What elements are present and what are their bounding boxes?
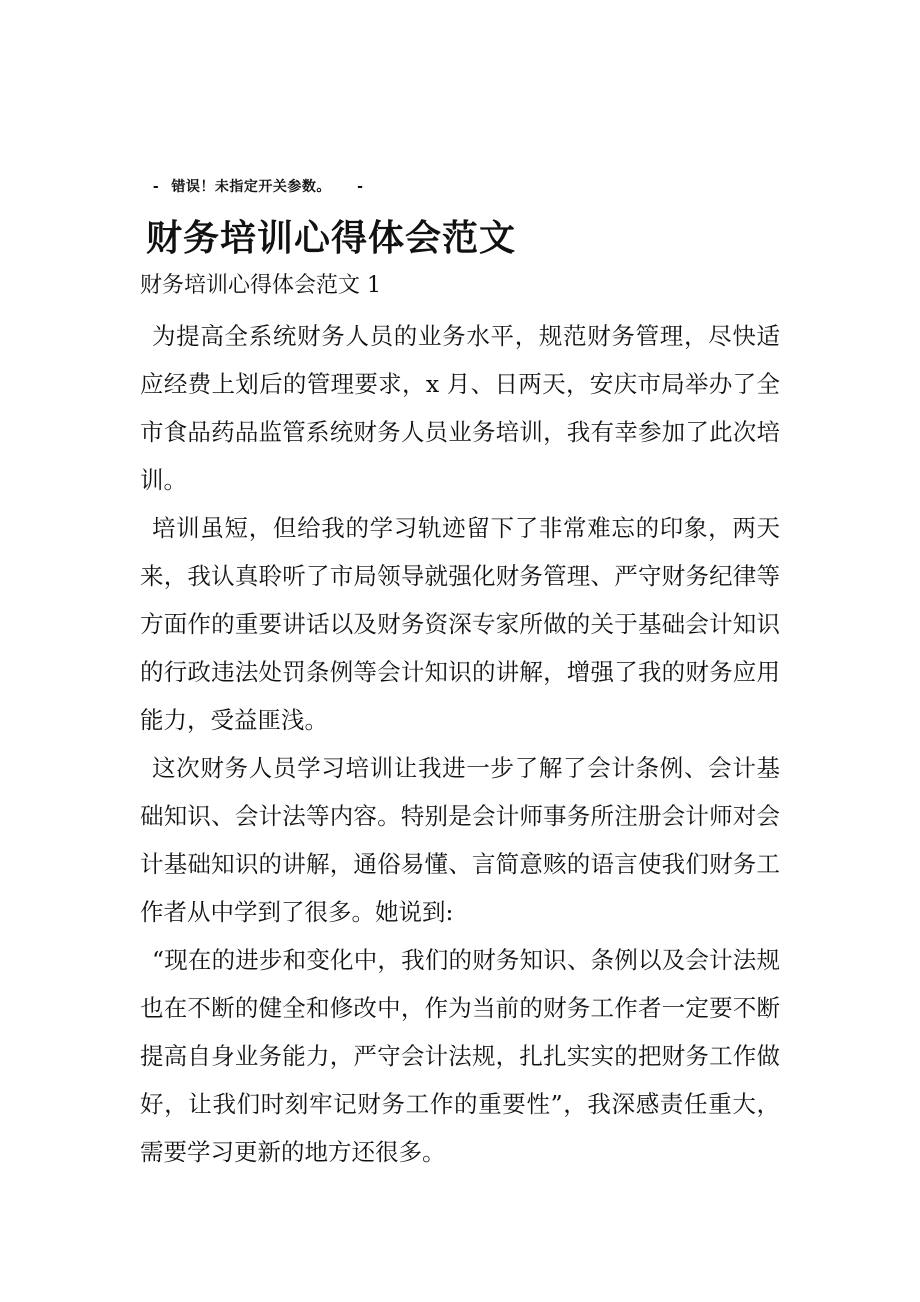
header-right-dash: - <box>357 179 364 195</box>
header-error-text: 错误！未指定开关参数。 <box>171 179 331 195</box>
body-paragraph: 这次财务人员学习培训让我进一步了解了会计条例、会计基础知识、会计法等内容。特别是会计师事务所注册会计师对会计基础知识的讲解，通俗易懂、言简意赅的语言使我们财务工作者从中学到了很多。她说到: <box>140 754 780 926</box>
document-body <box>140 312 780 1176</box>
header-left-dash: - <box>152 179 160 195</box>
document-title: 财务培训心得体会范文 <box>146 218 517 259</box>
body-paragraph: 为提高全系统财务人员的业务水平，规范财务管理，尽快适应经费上划后的管理要求，x 月、日两天，安庆市局举办了全市食品药品监管系统财务人员业务培训，我有幸参加了此次培训。 <box>140 322 780 494</box>
page-header <box>146 176 370 196</box>
body-paragraph: 培训虽短，但给我的学习轨迹留下了非常难忘的印象，两天来，我认真聆听了市局领导就强化财务管理、严守财务纪律等方面作的重要讲话以及财务资深专家所做的关于基础会计知识的行政违法处罚条例等会计知识的讲解，增强了我的财务应用能力，受益匪浅。 <box>140 514 780 734</box>
document-subtitle: 财务培训心得体会范文 1 <box>140 273 381 298</box>
body-paragraph: “现在的进步和变化中，我们的财务知识、条例以及会计法规也在不断的健全和修改中，作为当前的财务工作者一定要不断提高自身业务能力，严守会计法规，扎扎实实的把财务工作做好，让我们时刻牢记财务工作的重要性”，我深感责任重大，需要学习更新的地方还很多。 <box>140 946 780 1166</box>
